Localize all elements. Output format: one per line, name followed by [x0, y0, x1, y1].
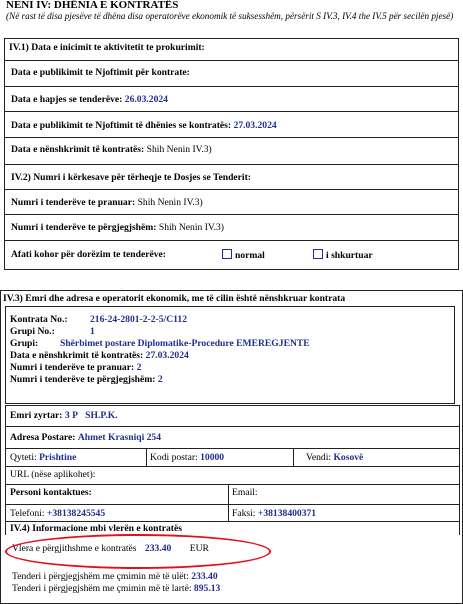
address-value: Ahmet Krasniqi 254 [77, 432, 162, 443]
award-pub-row [5, 111, 458, 137]
iv3-heading: IV.3) Emri dhe adresa e operatorit ekonomik, me të cilin është nënshkruar kontrata [3, 293, 346, 304]
group-value: Shërbimet postare Diplomatike-Procedure EMEREGJENTE [60, 338, 310, 349]
total-value: 233.40 [144, 543, 172, 554]
official-name-label: Emri zyrtar: [10, 410, 63, 421]
group-no-value: 1 [90, 326, 95, 337]
country-value: Kosovë [333, 452, 364, 463]
fax-value: +38138400371 [257, 508, 317, 519]
intro-note: (Në rast të disa pjesëve të dhëna disa operatorëve ekonomik të suksesshëm, përsërit S IV.3, IV.4 the IV.5 për secilën pjesë) [6, 11, 454, 21]
award-pub-value: 27.03.2024 [233, 120, 277, 131]
iv4-heading-row [5, 521, 460, 535]
divider [293, 448, 294, 466]
contract-signing-label: Data e nënshkrimit të kontratës: [10, 350, 144, 361]
country-label: Vendi: [306, 452, 332, 463]
operator-table [5, 405, 460, 505]
received-row [5, 189, 458, 214]
option-normal-label: normal [235, 250, 265, 261]
lowest-tender-label: Tenderi i përgjegjshëm me çmimin më të ulët: [12, 571, 189, 582]
section-iv3-iv4-box [0, 290, 463, 604]
divider [6, 448, 459, 449]
fax-label: Faksi: [232, 508, 256, 519]
postal-value: 10000 [200, 452, 225, 463]
option-short-label: i shkurtuar [326, 250, 373, 261]
lowest-tender-value: 233.40 [191, 571, 218, 582]
section-title: NENI IV: DHËNIA E KONTRATËS [6, 0, 179, 11]
contract-signing-value: 27.03.2024 [145, 350, 189, 361]
opening-date-row [5, 86, 458, 111]
tenders-received-value: 2 [136, 362, 142, 373]
tenders-received-label: Numri i tenderëve te pranuar: [10, 362, 135, 373]
postal-label: Kodi postar: [150, 452, 198, 463]
divider [228, 484, 229, 505]
opening-date-label: Data e hapjes se tenderëve: [11, 94, 123, 105]
city-value: Prishtine [39, 452, 77, 463]
official-name-value: 3 P [64, 410, 78, 421]
checkbox-normal-icon[interactable] [222, 249, 232, 259]
received-value: Shih Nenin IV.3) [137, 197, 203, 208]
currency: EUR [189, 543, 209, 554]
signing-date-label: Data e nënshkrimit të kontratës: [11, 144, 145, 155]
divider [6, 426, 459, 427]
iv1-heading: IV.1) Data e inicimit te aktivitetit te prokurimit: [9, 42, 205, 53]
contract-no-value: 216-24-2801-2-2-5/C112 [90, 314, 187, 325]
contact-label: Personi kontaktues: [10, 487, 92, 498]
checkbox-short-icon[interactable] [313, 249, 323, 259]
iv2-heading: IV.2) Numri i kërkesave për tërheqje te Dosjes se Tenderit: [11, 172, 251, 183]
city-label: Qyteti: [10, 452, 37, 463]
iv4-heading: IV.4) Informacione mbi vlerën e kontratës [10, 523, 182, 534]
contract-no-label: Kontrata No.: [10, 314, 68, 325]
phone-label: Telefoni: [10, 508, 45, 519]
option-short[interactable] [303, 249, 373, 261]
divider [146, 448, 147, 466]
tenders-responsive-label: Numri i tenderëve te përgjegjshëm: [10, 374, 156, 385]
divider [6, 466, 459, 467]
opening-date-value: 26.03.2024 [124, 94, 168, 105]
award-pub-label: Data e publikimit te Njoftimit të dhënies se kontratës: [11, 120, 232, 131]
responsive-value: Shih Nenin IV.3) [158, 222, 224, 233]
pub-notice-label: Data e publikimit te Njoftimit për kontrate: [11, 67, 190, 78]
tenders-responsive-value: 2 [157, 374, 163, 385]
phone-value: +38138245545 [46, 508, 106, 519]
signing-date-value: Shih Nenin IV.3) [146, 144, 212, 155]
responsive-row [5, 214, 458, 240]
url-label: URL (nëse aplikohet): [10, 469, 96, 480]
deadline-row [5, 240, 458, 270]
responsive-label: Numri i tenderëve te përgjegjshëm: [11, 222, 157, 233]
section-iv1-iv2-box [4, 38, 459, 270]
total-value-label: Vlera e përgjithshme e kontratës [12, 543, 137, 554]
option-normal[interactable] [212, 249, 265, 261]
highest-tender-label: Tenderi i përgjegjshëm me çmimin më të lartë: [12, 583, 192, 594]
official-name-suffix: SH.P.K. [85, 410, 118, 421]
highlight-oval [5, 534, 271, 569]
phone-fax-row [5, 504, 460, 522]
divider [6, 484, 459, 485]
group-no-label: Grupi No.: [10, 326, 55, 337]
email-label: Email: [232, 487, 258, 498]
highest-tender-value: 895.13 [193, 583, 221, 594]
deadline-label: Afati kohor për dorëzim te tenderëve: [11, 249, 166, 260]
group-label: Grupi: [10, 338, 39, 349]
contract-details-box [5, 306, 455, 404]
received-label: Numri i tenderëve te pranuar: [11, 197, 136, 208]
pub-notice-row [5, 60, 458, 86]
signing-date-row [5, 137, 458, 164]
divider [228, 505, 229, 522]
iv2-heading-row [5, 164, 458, 189]
address-label: Adresa Postare: [10, 432, 76, 443]
